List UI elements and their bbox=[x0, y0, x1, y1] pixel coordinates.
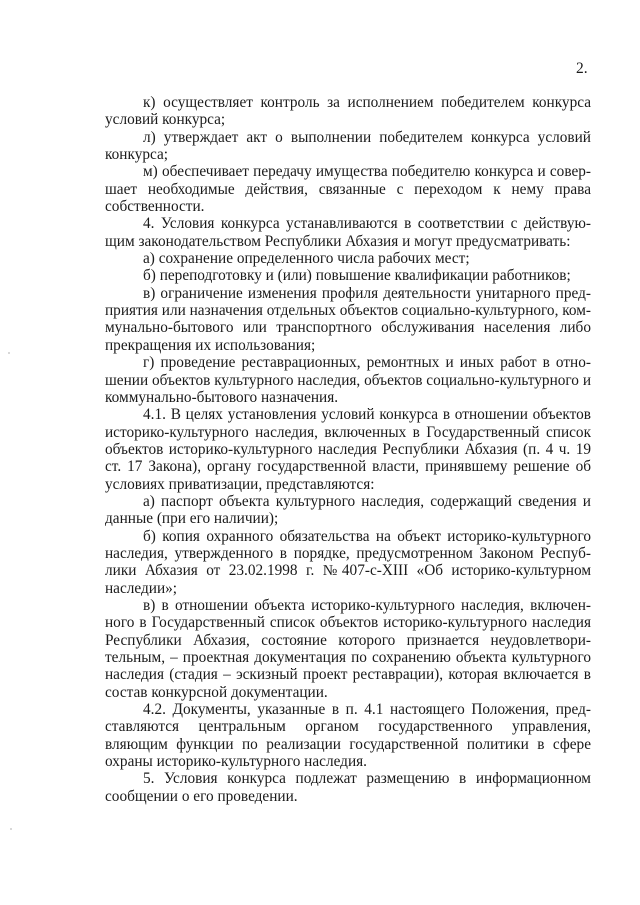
text-line: щим законодательством Республики Абхазия и могут предусматривать: bbox=[105, 232, 571, 250]
text-line: сообщении о его проведении. bbox=[105, 787, 298, 805]
scan-speck bbox=[10, 828, 12, 830]
paragraph bbox=[105, 163, 591, 215]
paragraph bbox=[105, 354, 591, 406]
text-line: 4. Условия конкурса устанавливаются в соответствии с действую- bbox=[143, 215, 591, 233]
text-line: наследии»; bbox=[105, 579, 178, 597]
text-line: коммунально-бытового назначения. bbox=[105, 388, 339, 406]
paragraph bbox=[105, 250, 591, 267]
text-line: историко-культурного наследия, включенных в Государственный список bbox=[105, 423, 591, 441]
text-line: ного в Государственный список объектов историко-культурного наследия bbox=[105, 614, 591, 632]
text-line: мунально-бытового или транспортного обслуживания населения либо bbox=[105, 319, 591, 337]
paragraph bbox=[105, 267, 591, 284]
text-line: л) утверждает акт о выполнении победителем конкурса условий bbox=[143, 128, 591, 146]
paragraph bbox=[105, 406, 591, 493]
text-line: охраны историко-культурного наследия. bbox=[105, 753, 367, 771]
text-line: собственности. bbox=[105, 198, 205, 216]
text-line: а) сохранение определенного числа рабочих мест; bbox=[143, 250, 470, 268]
text-line: Республики Абхазия, состояние которого признается неудовлетвори- bbox=[105, 631, 591, 649]
text-line: в) в отношении объекта историко-культурного наследия, включен- bbox=[143, 596, 591, 614]
text-line: данные (при его наличии); bbox=[105, 510, 279, 528]
text-line: 4.2. Документы, указанные в п. 4.1 настоящего Положения, пред- bbox=[143, 701, 591, 719]
text-line: прекращения их использования; bbox=[105, 336, 316, 354]
text-line: состав конкурсной документации. bbox=[105, 683, 328, 701]
text-line: шает необходимые действия, связанные с переходом к нему права bbox=[105, 180, 591, 198]
text-line: 4.1. В целях установления условий конкурса в отношении объектов bbox=[143, 406, 591, 424]
text-line: ст. 17 Закона), органу государственной власти, принявшему решение об bbox=[105, 458, 591, 476]
text-line: б) копия охранного обязательства на объект историко-культурного bbox=[143, 527, 591, 545]
text-line: объектов историко-культурного наследия Республики Абхазия (п. 4 ч. 19 bbox=[105, 440, 591, 458]
paragraph bbox=[105, 285, 591, 354]
text-line: ставляются центральным органом государственного управления, bbox=[105, 718, 591, 736]
text-line: г) проведение реставрационных, ремонтных и иных работ в отно- bbox=[143, 354, 591, 372]
paragraph bbox=[105, 493, 591, 528]
text-line: м) обеспечивает передачу имущества победителю конкурса и совер- bbox=[143, 163, 591, 181]
text-line: 5. Условия конкурса подлежат размещению в информационном bbox=[143, 770, 591, 788]
text-line: в) ограничение изменения профиля деятельности унитарного пред- bbox=[143, 284, 591, 302]
paragraph bbox=[105, 701, 591, 770]
text-line: лики Абхазия от 23.02.1998 г. №407-с-XIII «Об историко-культурном bbox=[105, 562, 591, 580]
text-line: условий конкурса; bbox=[105, 111, 226, 129]
document-body bbox=[105, 94, 591, 805]
paragraph bbox=[105, 215, 591, 250]
text-line: приятия или назначения отдельных объектов социально-культурного, ком- bbox=[105, 302, 591, 320]
paragraph bbox=[105, 597, 591, 701]
paragraph bbox=[105, 129, 591, 164]
paragraph bbox=[105, 770, 591, 805]
text-line: к) осуществляет контроль за исполнением победителем конкурса bbox=[143, 94, 591, 111]
text-line: а) паспорт объекта культурного наследия, содержащий сведения и bbox=[143, 492, 591, 510]
paragraph bbox=[105, 528, 591, 597]
page-number: 2. bbox=[576, 60, 588, 77]
text-line: тельным, – проектная документация по сохранению объекта культурного bbox=[105, 649, 591, 666]
text-line: шении объектов культурного наследия, объектов социально-культурного и bbox=[105, 371, 591, 389]
text-line: наследия, утвержденного в порядке, предусмотренном Законом Респуб- bbox=[105, 544, 591, 562]
scan-speck bbox=[8, 352, 10, 354]
text-line: конкурса; bbox=[105, 146, 169, 164]
text-line: условиях приватизации, представляются: bbox=[105, 475, 375, 493]
text-line: вляющим функции по реализации государственной политики в сфере bbox=[105, 735, 591, 753]
text-line: наследия (стадия – эскизный проект реставрации), которая включается в bbox=[105, 666, 591, 684]
text-line: б) переподготовку и (или) повышение квалификации работников; bbox=[143, 267, 571, 285]
paragraph bbox=[105, 94, 591, 129]
